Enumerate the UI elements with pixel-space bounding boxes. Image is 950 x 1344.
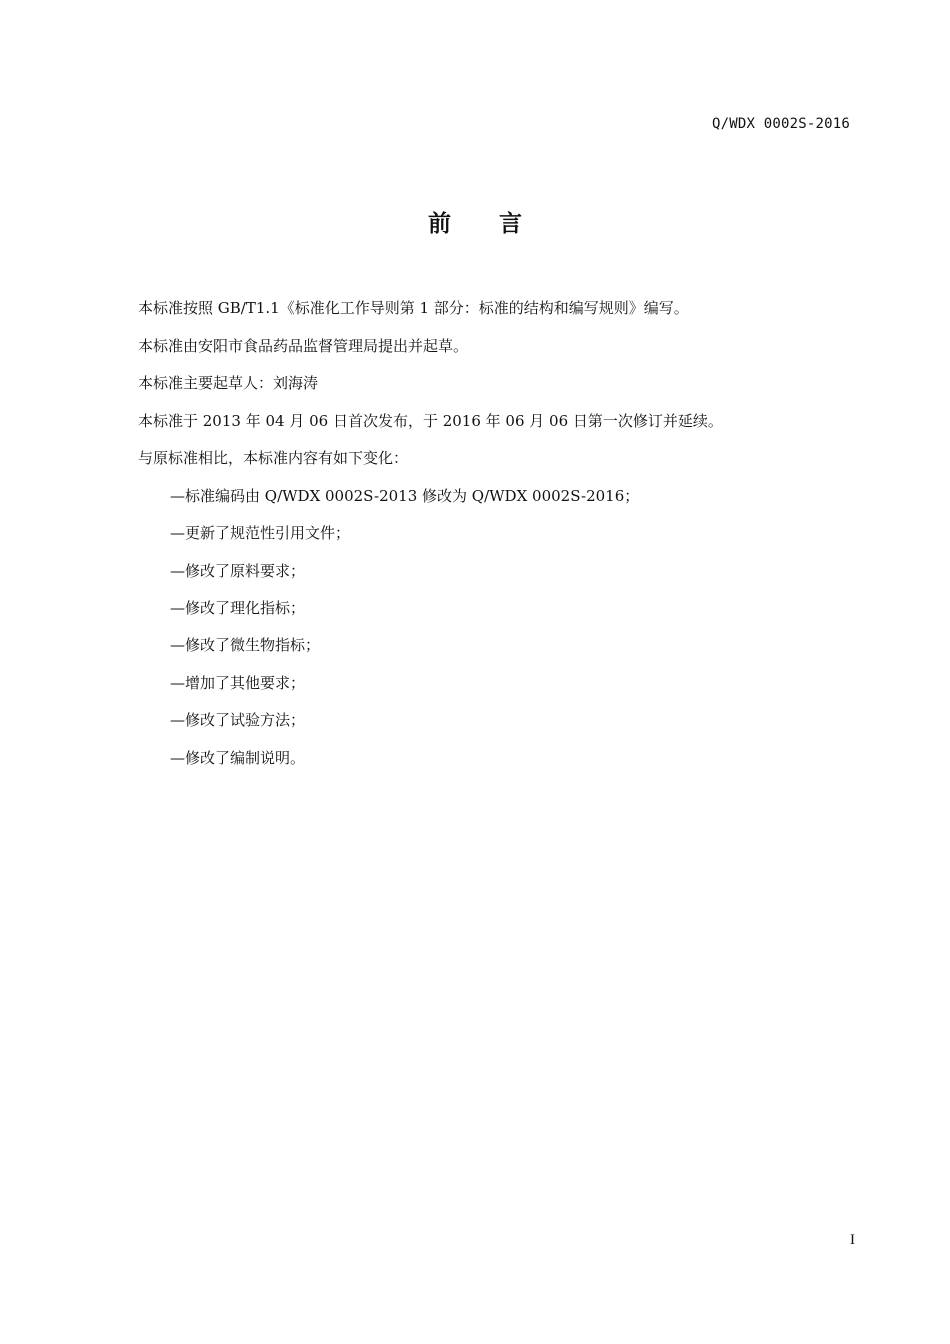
paragraph-drafter: 本标准主要起草人：刘海涛 <box>138 374 319 392</box>
change-list-item: —修改了原料要求； <box>170 562 306 580</box>
change-list-item: —修改了编制说明。 <box>170 749 306 767</box>
page-title <box>0 205 950 238</box>
title-char-2: 言 <box>499 210 522 237</box>
change-list-item: —标准编码由 Q/WDX 0002S-2013 修改为 Q/WDX 0002S-2016； <box>170 487 640 505</box>
page-number: I <box>850 1232 855 1248</box>
document-code: Q/WDX 0002S-2016 <box>711 116 850 132</box>
change-list-item: —增加了其他要求； <box>170 674 306 692</box>
change-list-item: —修改了试验方法； <box>170 711 306 729</box>
change-list-item: —更新了规范性引用文件； <box>170 524 351 542</box>
paragraph-proposer: 本标准由安阳市食品药品监督管理局提出并起草。 <box>138 337 469 355</box>
change-list-item: —修改了理化指标； <box>170 599 306 617</box>
paragraph-drafting-basis: 本标准按照 GB/T1.1《标准化工作导则第 1 部分：标准的结构和编写规则》编写。 <box>138 299 689 317</box>
paragraph-release-history: 本标准于 2013 年 04 月 06 日首次发布，于 2016 年 06 月 06 日第一次修订并延续。 <box>138 412 723 430</box>
change-list-item: —修改了微生物指标； <box>170 636 321 654</box>
title-char-1: 前 <box>428 210 451 237</box>
paragraph-changes-intro: 与原标准相比，本标准内容有如下变化： <box>138 449 409 467</box>
